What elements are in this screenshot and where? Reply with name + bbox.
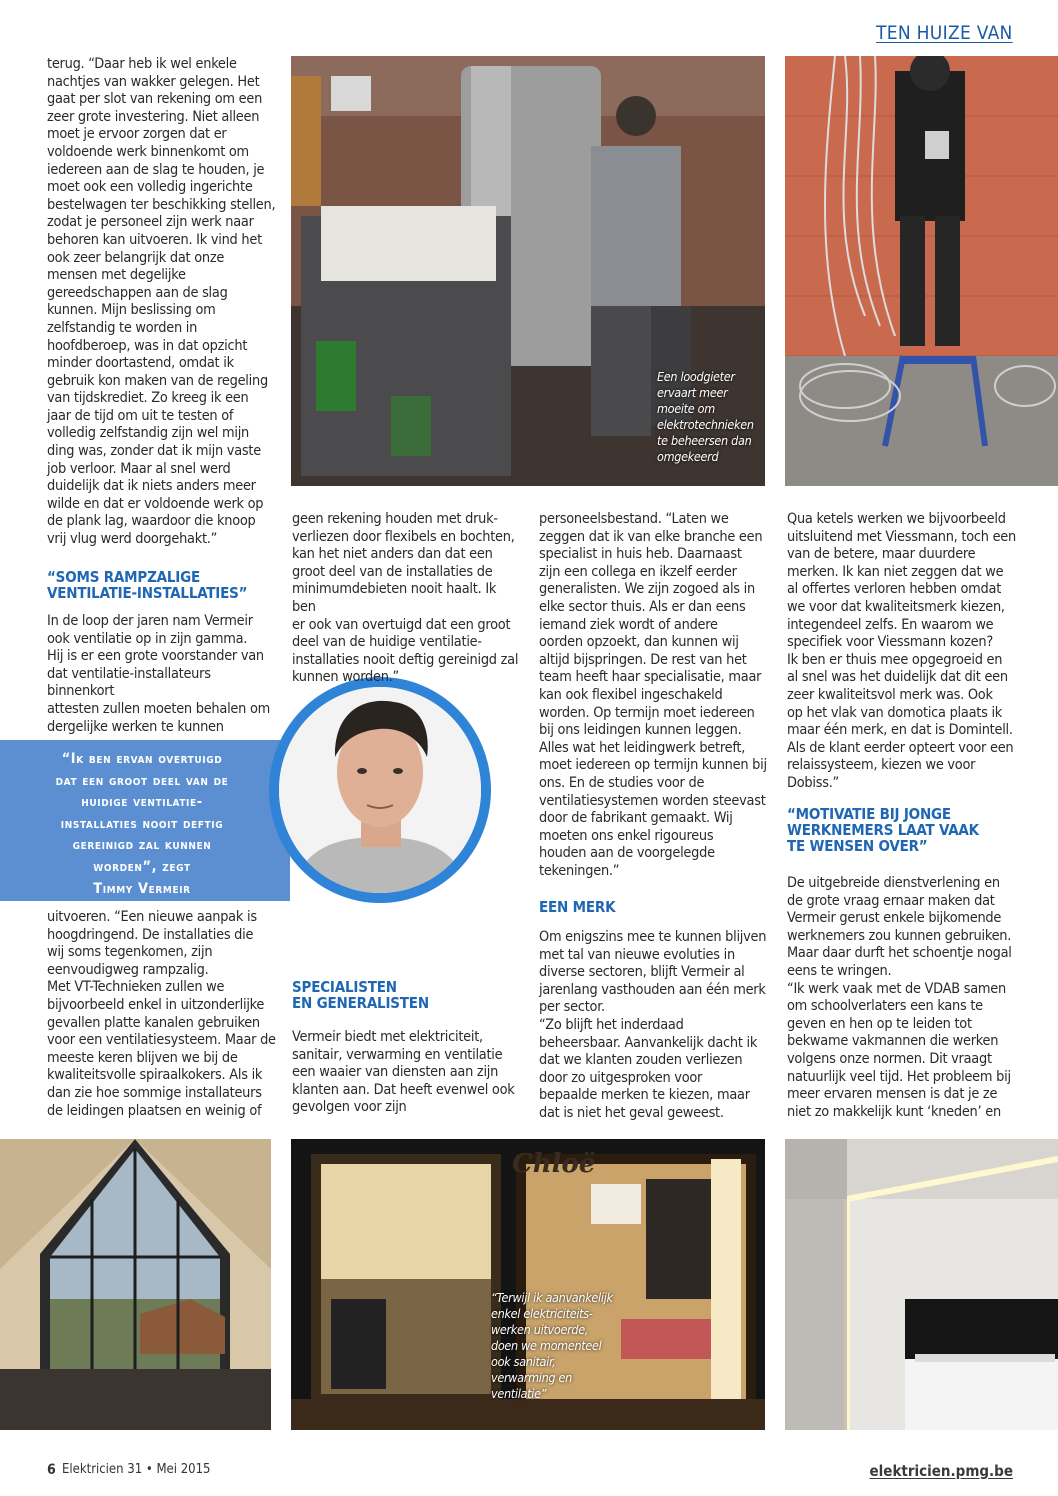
caption-shop: “Terwijl ik aanvankelijk enkel elektriciteits- werken uitvoerde, doen we momenteel ook sanitair, verwarming en ventilatie” — [491, 1290, 613, 1401]
photo-kitchen-lighting — [785, 1139, 1058, 1430]
heading-motivation: “MOTIVATIE BIJ JONGE WERKNEMERS LAAT VAAK TE WENSEN OVER” — [787, 805, 979, 855]
footer-issue: Elektricien 31 • Mei 2015 — [62, 1462, 211, 1477]
col2-paragraph-2: Vermeir biedt met elektriciteit, sanitair, verwarming en ventilatie een waaier van diensten aan zijn klanten aan. Dat heeft evenwel ook gevolgen voor zijn — [292, 1029, 515, 1116]
col4-paragraph-1: Qua ketels werken we bijvoorbeeld uitsluitend met Viessmann, toch een van de betere, maar duurdere merken. Ik kan niet zeggen dat we al offertes verloren hebben omdat we voor dat kwaliteitsmerk kiezen, integendeel zelfs. En waarom we specifiek voor Viessmann kozen? Ik ben er thuis mee opgegroeid en al snel was het duidelijk dat dit een zeer kwaliteitsvol merk was. Ook op het vlak van domotica plaats ik maar één merk, en dat is Domintell. Als de klant eerder opteert voor een relaissysteem, kiezen we voor Dobiss.” — [787, 511, 1016, 791]
col1-paragraph-2: In de loop der jaren nam Vermeir ook ventilatie op in zijn gamma. Hij is er een grote voorstander van dat ventilatie-installateurs binnenkort attesten zullen moeten behalen om dergelijke werken te kunnen — [47, 613, 270, 735]
col1-paragraph-1: terug. “Daar heb ik wel enkele nachtjes van wakker gelegen. Het gaat per slot van rekening om een zeer grote investering. Niet alleen moet je ervoor zorgen dat er voldoende werk binnenkomt om iedereen aan de slag te houden, je moet ook een volledig ingerichte bestelwagen ter beschikking stellen, zodat je personeel zijn werk naar behoren kan uitvoeren. Ik vind het ook zeer belangrijk dat onze mensen met degelijke gereedschappen aan de slag kunnen. Mijn beslissing om zelfstandig te worden in hoofdberoep, was in dat opzicht minder doortastend, omdat ik gebruik kon maken van de regeling van tijdskrediet. Zo kreeg ik een jaar de tijd om uit te testen of volledig zelfstandig zijn wel mijn ding was, zonder dat ik mijn vaste job verloor. Maar al snel werd duidelijk dat ik niets anders meer wilde en dat er voldoende werk op de plank lag, waardoor die knoop vrij vlug werd doorgehakt.” — [47, 56, 276, 548]
section-tag: TEN HUIZE VAN — [876, 22, 1013, 44]
col1-paragraph-3: uitvoeren. “Een nieuwe aanpak is hoogdringend. De installaties die wij soms tegenkomen, zijn eenvoudigweg rampzalig. Met VT-Technieken zullen we bijvoorbeeld enkel in uitzonderlijke gevallen platte kanalen gebruiken voor een ventilatiesysteem. Maar de meeste keren blijven we bij de kwaliteitsvolle spiraalkokers. Als ik dan zie hoe sommige installateurs de leidingen plaatsen en weinig of — [47, 909, 276, 1119]
heading-specialists: SPECIALISTEN EN GENERALISTEN — [292, 978, 429, 1012]
page-number: 6 — [47, 1462, 56, 1478]
photo-electrician-wiring — [785, 56, 1058, 486]
heading-ventilation: “SOMS RAMPZALIGE VENTILATIE-INSTALLATIES” — [47, 568, 248, 602]
shop-sign-text: Chloë — [512, 1149, 596, 1179]
footer-url[interactable]: elektricien.pmg.be — [869, 1462, 1013, 1480]
col3-paragraph-1: personeelsbestand. “Laten we zeggen dat ik van elke branche een specialist in huis heb. Daarnaast zijn een collega en ikzelf eerder generalisten. We zijn zogoed als in elke sector thuis. Als er dan eens iemand ziek wordt of andere oorden opzoekt, dan kunnen wij altijd bijspringen. De rest van het team heeft haar specialisatie, maar kan ook flexibel ingeschakeld worden. Op termijn moet iedereen bij ons leidingen kunnen leggen. Alles wat het leidingwerk betreft, moet iedereen op termijn kunnen bij ons. En de studies voor de ventilatiesystemen worden steevast door de fabrikant gemaakt. Wij moeten ons enkel rigoureus houden aan de voorgelegde tekeningen.” — [539, 511, 767, 879]
col4-paragraph-2: De uitgebreide dienstverlening en de grote vraag ernaar maken dat Vermeir gerust enkele bijkomende werknemers zou kunnen gebruiken. Maar daar durft het schoentje nogal eens te wringen. “Ik werk vaak met de VDAB samen om schoolverlaters een kans te geven en hen op te leiden tot bekwame vakmannen die werken volgens onze normen. Dit vraagt natuurlijk veel tijd. Het probleem bij meer ervaren mensen is dat je ze niet zo makkelijk kunt ‘kneden’ en — [787, 875, 1012, 1120]
portrait-circle — [269, 677, 491, 903]
heading-one-brand: EEN MERK — [539, 898, 616, 916]
caption-plumber: Een loodgieter ervaart meer moeite om elektrotechnieken te beheersen dan omgekeerd — [657, 369, 754, 464]
photo-attic-window — [0, 1139, 271, 1430]
portrait-image — [279, 687, 481, 893]
pull-quote-text: “Ik ben ervan overtuigd dat een groot deel van de huidige ventilatie- installaties nooit deftig gereinigd zal kunnen worden”, zegt Timmy Vermeir — [55, 751, 229, 897]
col3-paragraph-2: Om enigszins mee te kunnen blijven met tal van nieuwe evoluties in diverse sectoren, blijft Vermeir al jarenlang vasthouden aan één merk per sector. “Zo blijft het inderdaad beheersbaar. Aanvankelijk dacht ik dat we klanten zouden verliezen door zo uitgesproken voor bepaalde merken te kiezen, maar dat is niet het geval geweest. — [539, 929, 767, 1121]
col2-paragraph-1: geen rekening houden met druk- verliezen door flexibels en bochten, kan het niet anders dan dat een groot deel van de installaties de minimumdebieten nooit haalt. Ik ben er ook van overtuigd dat een groot deel van de huidige ventilatie- installaties nooit deftig gereinigd zal kunnen worden.” — [292, 511, 519, 686]
